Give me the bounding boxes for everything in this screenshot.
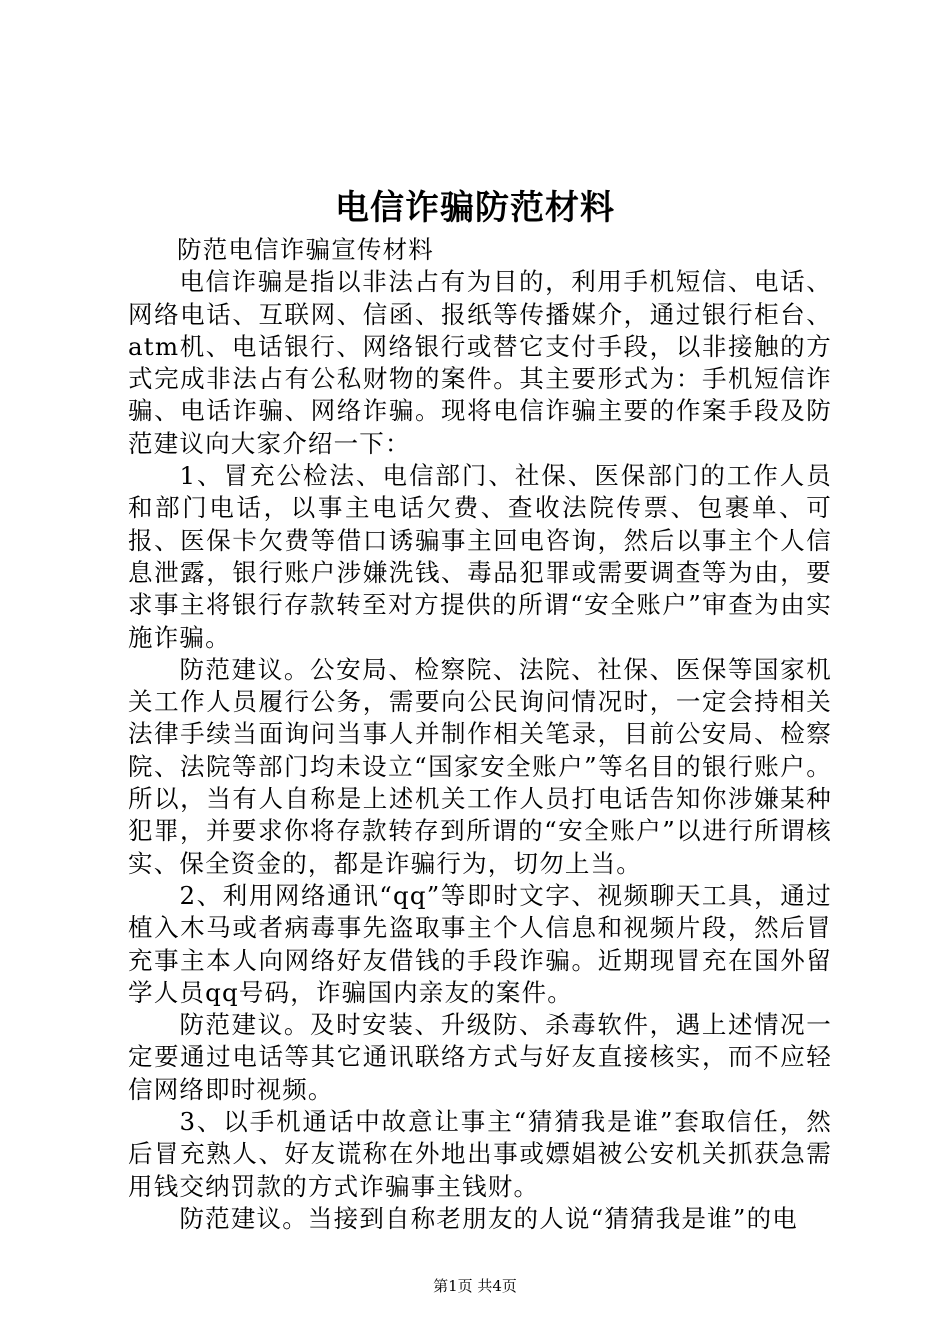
document-body xyxy=(128,234,832,1235)
paragraph-advice-3: 防范建议。当接到自称老朋友的人说“猜猜我是谁”的电 xyxy=(179,1203,798,1233)
paragraph-method-3: 3、以手机通话中故意让事主“猜猜我是谁”套取信任，然后冒充熟人、好友谎称在外地出事或嫖娼被公安机关抓获急需用钱交纳罚款的方式诈骗事主钱财。 xyxy=(128,1107,832,1201)
page-number-footer: 第1页 共4页 xyxy=(433,1277,517,1295)
paragraph-method-1: 1、冒充公检法、电信部门、社保、医保部门的工作人员和部门电话，以事主电话欠费、查收法院传票、包裹单、可报、医保卡欠费等借口诱骗事主回电咨询，然后以事主个人信息泄露，银行账户涉嫌洗钱、毒品犯罪或需要调查等为由，要求事主将银行存款转至对方提供的所谓“安全账户”审查为由实施诈骗。 xyxy=(128,461,832,652)
paragraph-intro: 电信诈骗是指以非法占有为目的，利用手机短信、电话、网络电话、互联网、信函、报纸等传播媒介，通过银行柜台、atm机、电话银行、网络银行或替它支付手段，以非接触的方式完成非法占有公私财物的案件。其主要形式为：手机短信诈骗、电话诈骗、网络诈骗。现将电信诈骗主要的作案手段及防范建议向大家介绍一下： xyxy=(128,267,832,458)
paragraph-subtitle: 防范电信诈骗宣传材料 xyxy=(177,235,434,264)
paragraph-method-2: 2、利用网络通讯“qq”等即时文字、视频聊天工具，通过植入木马或者病毒事先盗取事主个人信息和视频片段，然后冒充事主本人向网络好友借钱的手段诈骗。近期现冒充在国外留学人员qq号码，诈骗国内亲友的案件。 xyxy=(128,880,832,1007)
document-title: 电信诈骗防范材料 xyxy=(335,188,615,228)
paragraph-advice-1: 防范建议。公安局、检察院、法院、社保、医保等国家机关工作人员履行公务，需要向公民询问情况时，一定会持相关法律手续当面询问当事人并制作相关笔录，目前公安局、检察院、法院等部门均未设立“国家安全账户”等名目的银行账户。所以，当有人自称是上述机关工作人员打电话告知你涉嫌某种犯罪，并要求你将存款转存到所谓的“安全账户”以进行所谓核实、保全资金的，都是诈骗行为，切勿上当。 xyxy=(128,654,832,878)
paragraph-advice-2: 防范建议。及时安装、升级防、杀毒软件，遇上述情况一定要通过电话等其它通讯联络方式与好友直接核实，而不应轻信网络即时视频。 xyxy=(128,1010,832,1104)
